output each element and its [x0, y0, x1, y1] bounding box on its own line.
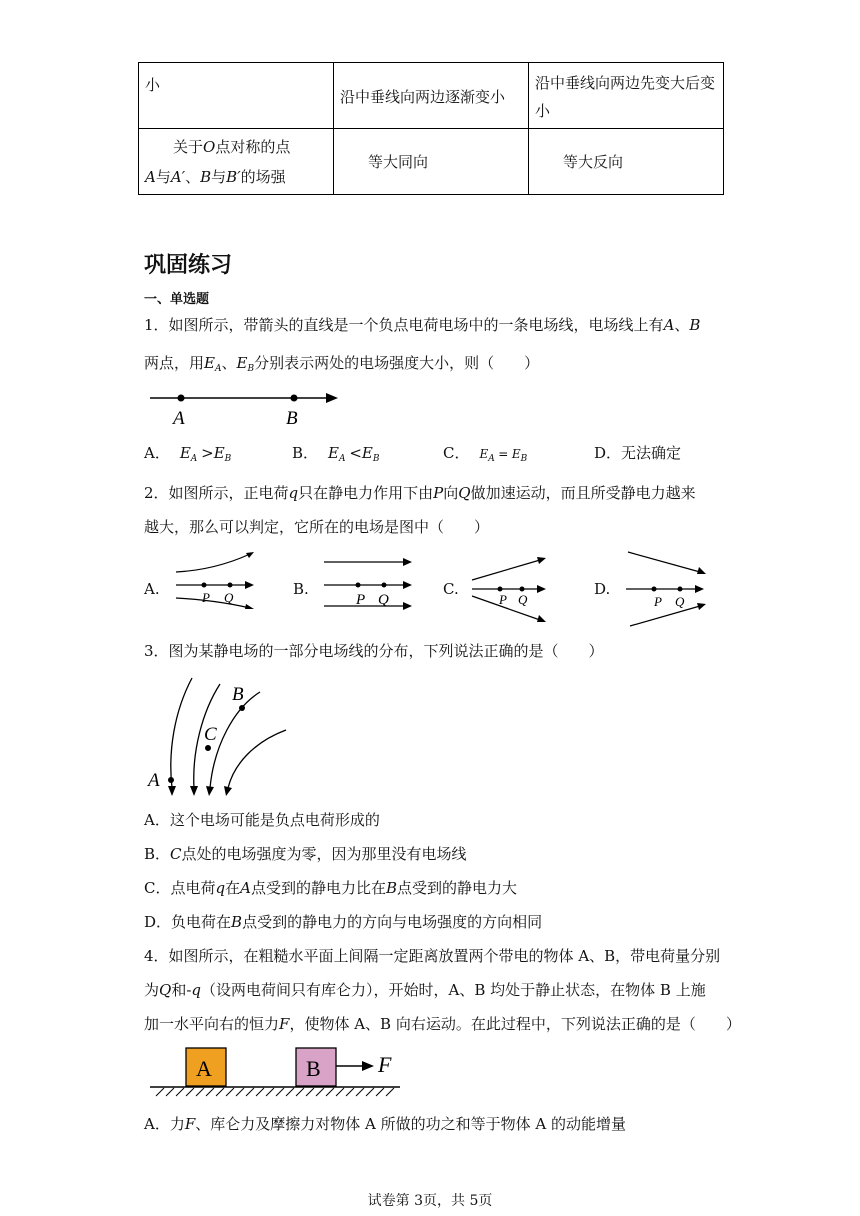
question-1-line-2: 两点，用$E_A$、$E_B$分别表示两处的电场强度大小，则（ ）: [144, 354, 540, 374]
force-label: F: [378, 1052, 392, 1077]
table-cell: 沿中垂线向两边先变大后变小: [529, 63, 724, 129]
q2-option-d-label[interactable]: D.: [594, 580, 611, 598]
svg-text:Q: Q: [518, 592, 528, 607]
svg-text:P: P: [356, 592, 366, 608]
question-2-line-1: 2．如图所示，正电荷q只在静电力作用下由P向Q做加速运动，而且所受静电力越来: [144, 484, 696, 502]
svg-text:Q: Q: [675, 594, 685, 609]
table-cell: 关于O点对称的点 A与A′、B与B′的场强: [139, 129, 334, 195]
q1-field-line-figure: [146, 388, 346, 428]
q2-figure-d[interactable]: [620, 548, 710, 632]
q2-option-c-label[interactable]: C.: [443, 580, 459, 598]
svg-text:Q: Q: [224, 590, 234, 605]
question-4-line-2: 为Q和-q（设两电荷间只有库仑力），开始时，A、B 均处于静止状态，在物体 B 上施: [144, 981, 706, 999]
comparison-table: [138, 62, 724, 195]
q3-option-a[interactable]: A．这个电场可能是负点电荷形成的: [144, 811, 380, 829]
q3-option-b[interactable]: B．C点处的电场强度为零，因为那里没有电场线: [144, 845, 467, 863]
q2-figure-c[interactable]: [466, 548, 556, 632]
q1-option-c[interactable]: C． $E_A = E_B$: [443, 444, 528, 464]
question-2-line-2: 越大，那么可以判定，它所在的电场是图中（ ）: [144, 518, 490, 536]
svg-text:C: C: [204, 724, 217, 745]
q4-option-a[interactable]: A．力F、库仑力及摩擦力对物体 A 所做的功之和等于物体 A 的动能增量: [144, 1115, 627, 1133]
question-4-line-3: 加一水平向右的恒力F，使物体 A、B 向右运动。在此过程中，下列说法正确的是（ ）: [144, 1015, 741, 1033]
q3-option-d[interactable]: D．负电荷在B点受到的静电力的方向与电场强度的方向相同: [144, 913, 543, 931]
q4-blocks-figure: [150, 1046, 402, 1100]
label-b: B: [286, 408, 298, 428]
svg-text:Q: Q: [378, 592, 389, 608]
svg-text:B: B: [306, 1056, 321, 1081]
q3-field-lines-figure: [144, 672, 294, 802]
svg-text:B: B: [232, 684, 244, 705]
subsection-title: 一、单选题: [144, 292, 210, 307]
table-cell: 沿中垂线向两边逐渐变小: [334, 63, 529, 129]
svg-text:A: A: [196, 1056, 212, 1081]
table-cell: 等大反向: [529, 129, 724, 195]
point-b: [291, 395, 298, 402]
q2-option-a-label[interactable]: A.: [144, 580, 160, 598]
svg-text:A: A: [148, 770, 160, 791]
table-row: [139, 63, 724, 129]
question-3-line-1: 3．图为某静电场的一部分电场线的分布，下列说法正确的是（ ）: [144, 642, 604, 660]
ground-hatching: [156, 1088, 394, 1096]
svg-text:P: P: [654, 594, 662, 609]
q1-option-b[interactable]: B． $E_A <E_B$: [292, 444, 380, 464]
section-title: 巩固练习: [144, 253, 233, 278]
question-4-line-1: 4．如图所示，在粗糙水平面上间隔一定距离放置两个带电的物体 A、B，带电荷量分别: [144, 947, 721, 965]
svg-text:P: P: [202, 590, 210, 605]
question-1-line-1: 1．如图所示，带箭头的直线是一个负点电荷电场中的一条电场线，电场线上有A、B: [144, 316, 701, 334]
point-a: [178, 395, 185, 402]
q3-option-c[interactable]: C．点电荷q在A点受到的静电力比在B点受到的静电力大: [144, 879, 518, 897]
page-footer: 试卷第 3页，共 5页: [367, 1193, 493, 1209]
q2-figure-b[interactable]: [318, 548, 418, 610]
table-row: [139, 129, 724, 195]
table-cell: 等大同向: [334, 129, 529, 195]
label-a: A: [173, 408, 185, 428]
q1-option-d[interactable]: D．无法确定: [594, 444, 682, 462]
q2-option-b-label[interactable]: B.: [293, 580, 309, 598]
q1-option-a[interactable]: A． $E_A >E_B$: [144, 444, 232, 464]
q2-figure-a[interactable]: [170, 548, 260, 610]
svg-text:P: P: [499, 592, 507, 607]
table-cell: 小: [139, 63, 334, 129]
